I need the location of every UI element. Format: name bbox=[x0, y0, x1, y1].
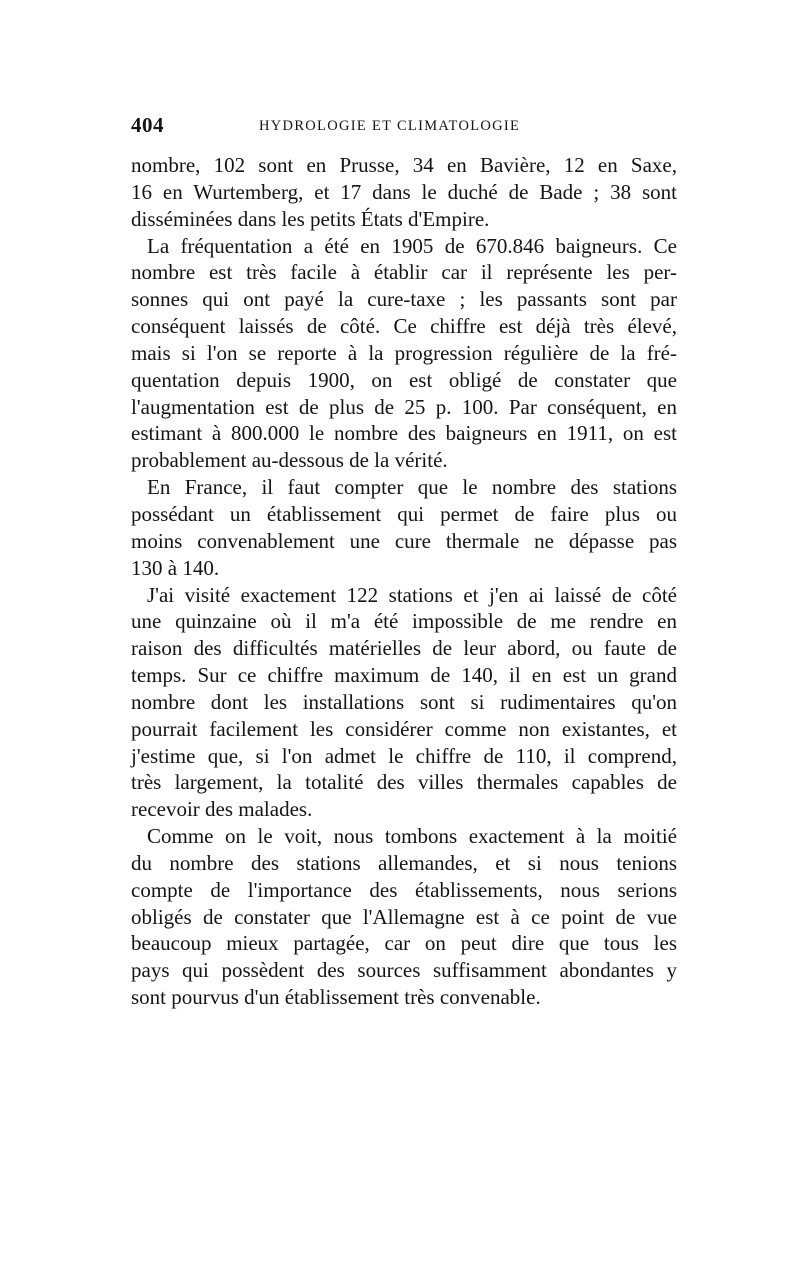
text-line: 16 en Wurtemberg, et 17 dans le duché de Bade ; 38 sont bbox=[131, 179, 677, 204]
text-line: estimant à 800.000 le nombre des baigneurs en 1911, on est bbox=[131, 421, 677, 446]
text-line: j'estime que, si l'on admet le chiffre de 110, il comprend, bbox=[131, 743, 677, 768]
text-line: possédant un établissement qui permet de faire plus ou bbox=[131, 501, 677, 526]
text-line: conséquent laissés de côté. Ce chiffre est déjà très élevé, bbox=[131, 314, 677, 339]
text-line: nombre, 102 sont en Prusse, 34 en Bavière, 12 en Saxe, bbox=[131, 153, 677, 177]
page-number: 404 bbox=[131, 113, 164, 137]
text-line: sonnes qui ont payé la cure-taxe ; les passants sont par bbox=[131, 287, 677, 312]
text-line: disséminées dans les petits États d'Empire. bbox=[131, 206, 490, 231]
text-line: pourrait facilement les considérer comme non existantes, et bbox=[131, 716, 677, 741]
text-line: recevoir des malades. bbox=[131, 797, 313, 822]
text-line: très largement, la totalité des villes thermales capables de bbox=[131, 770, 677, 795]
text-line: 130 à 140. bbox=[131, 555, 220, 580]
text-line: beaucoup mieux partagée, car on peut dire que tous les bbox=[131, 931, 677, 956]
text-line: raison des difficultés matérielles de leur abord, ou faute de bbox=[131, 636, 677, 661]
text-line: l'augmentation est de plus de 25 p. 100. Par conséquent, en bbox=[131, 394, 677, 419]
text-line: La fréquentation a été en 1905 de 670.846 baigneurs. Ce bbox=[147, 233, 677, 258]
text-line: nombre dont les installations sont si rudimentaires qu'on bbox=[131, 689, 677, 714]
text-line: En France, il faut compter que le nombre des stations bbox=[147, 475, 677, 500]
text-line: une quinzaine où il m'a été impossible de me rendre en bbox=[131, 609, 677, 634]
text-line: nombre est très facile à établir car il représente les per- bbox=[131, 260, 677, 285]
text-line: du nombre des stations allemandes, et si nous tenions bbox=[131, 850, 677, 875]
text-line: sont pourvus d'un établissement très convenable. bbox=[131, 985, 541, 1010]
text-line: quentation depuis 1900, on est obligé de constater que bbox=[131, 367, 677, 392]
text-line: pays qui possèdent des sources suffisamment abondantes y bbox=[131, 958, 677, 983]
text-line: moins convenablement une cure thermale ne dépasse pas bbox=[131, 528, 677, 553]
body-text bbox=[131, 152, 677, 1011]
text-line: probablement au-dessous de la vérité. bbox=[131, 448, 448, 473]
text-line: obligés de constater que l'Allemagne est à ce point de vue bbox=[131, 904, 677, 929]
page-header bbox=[131, 113, 677, 141]
running-title: HYDROLOGIE ET CLIMATOLOGIE bbox=[259, 118, 521, 134]
text-line: Comme on le voit, nous tombons exactement à la moitié bbox=[147, 824, 677, 849]
text-line: mais si l'on se reporte à la progression régulière de la fré- bbox=[131, 340, 677, 365]
text-line: compte de l'importance des établissements, nous serions bbox=[131, 877, 677, 902]
text-line: temps. Sur ce chiffre maximum de 140, il en est un grand bbox=[131, 663, 677, 688]
text-line: J'ai visité exactement 122 stations et j'en ai laissé de côté bbox=[147, 582, 677, 607]
